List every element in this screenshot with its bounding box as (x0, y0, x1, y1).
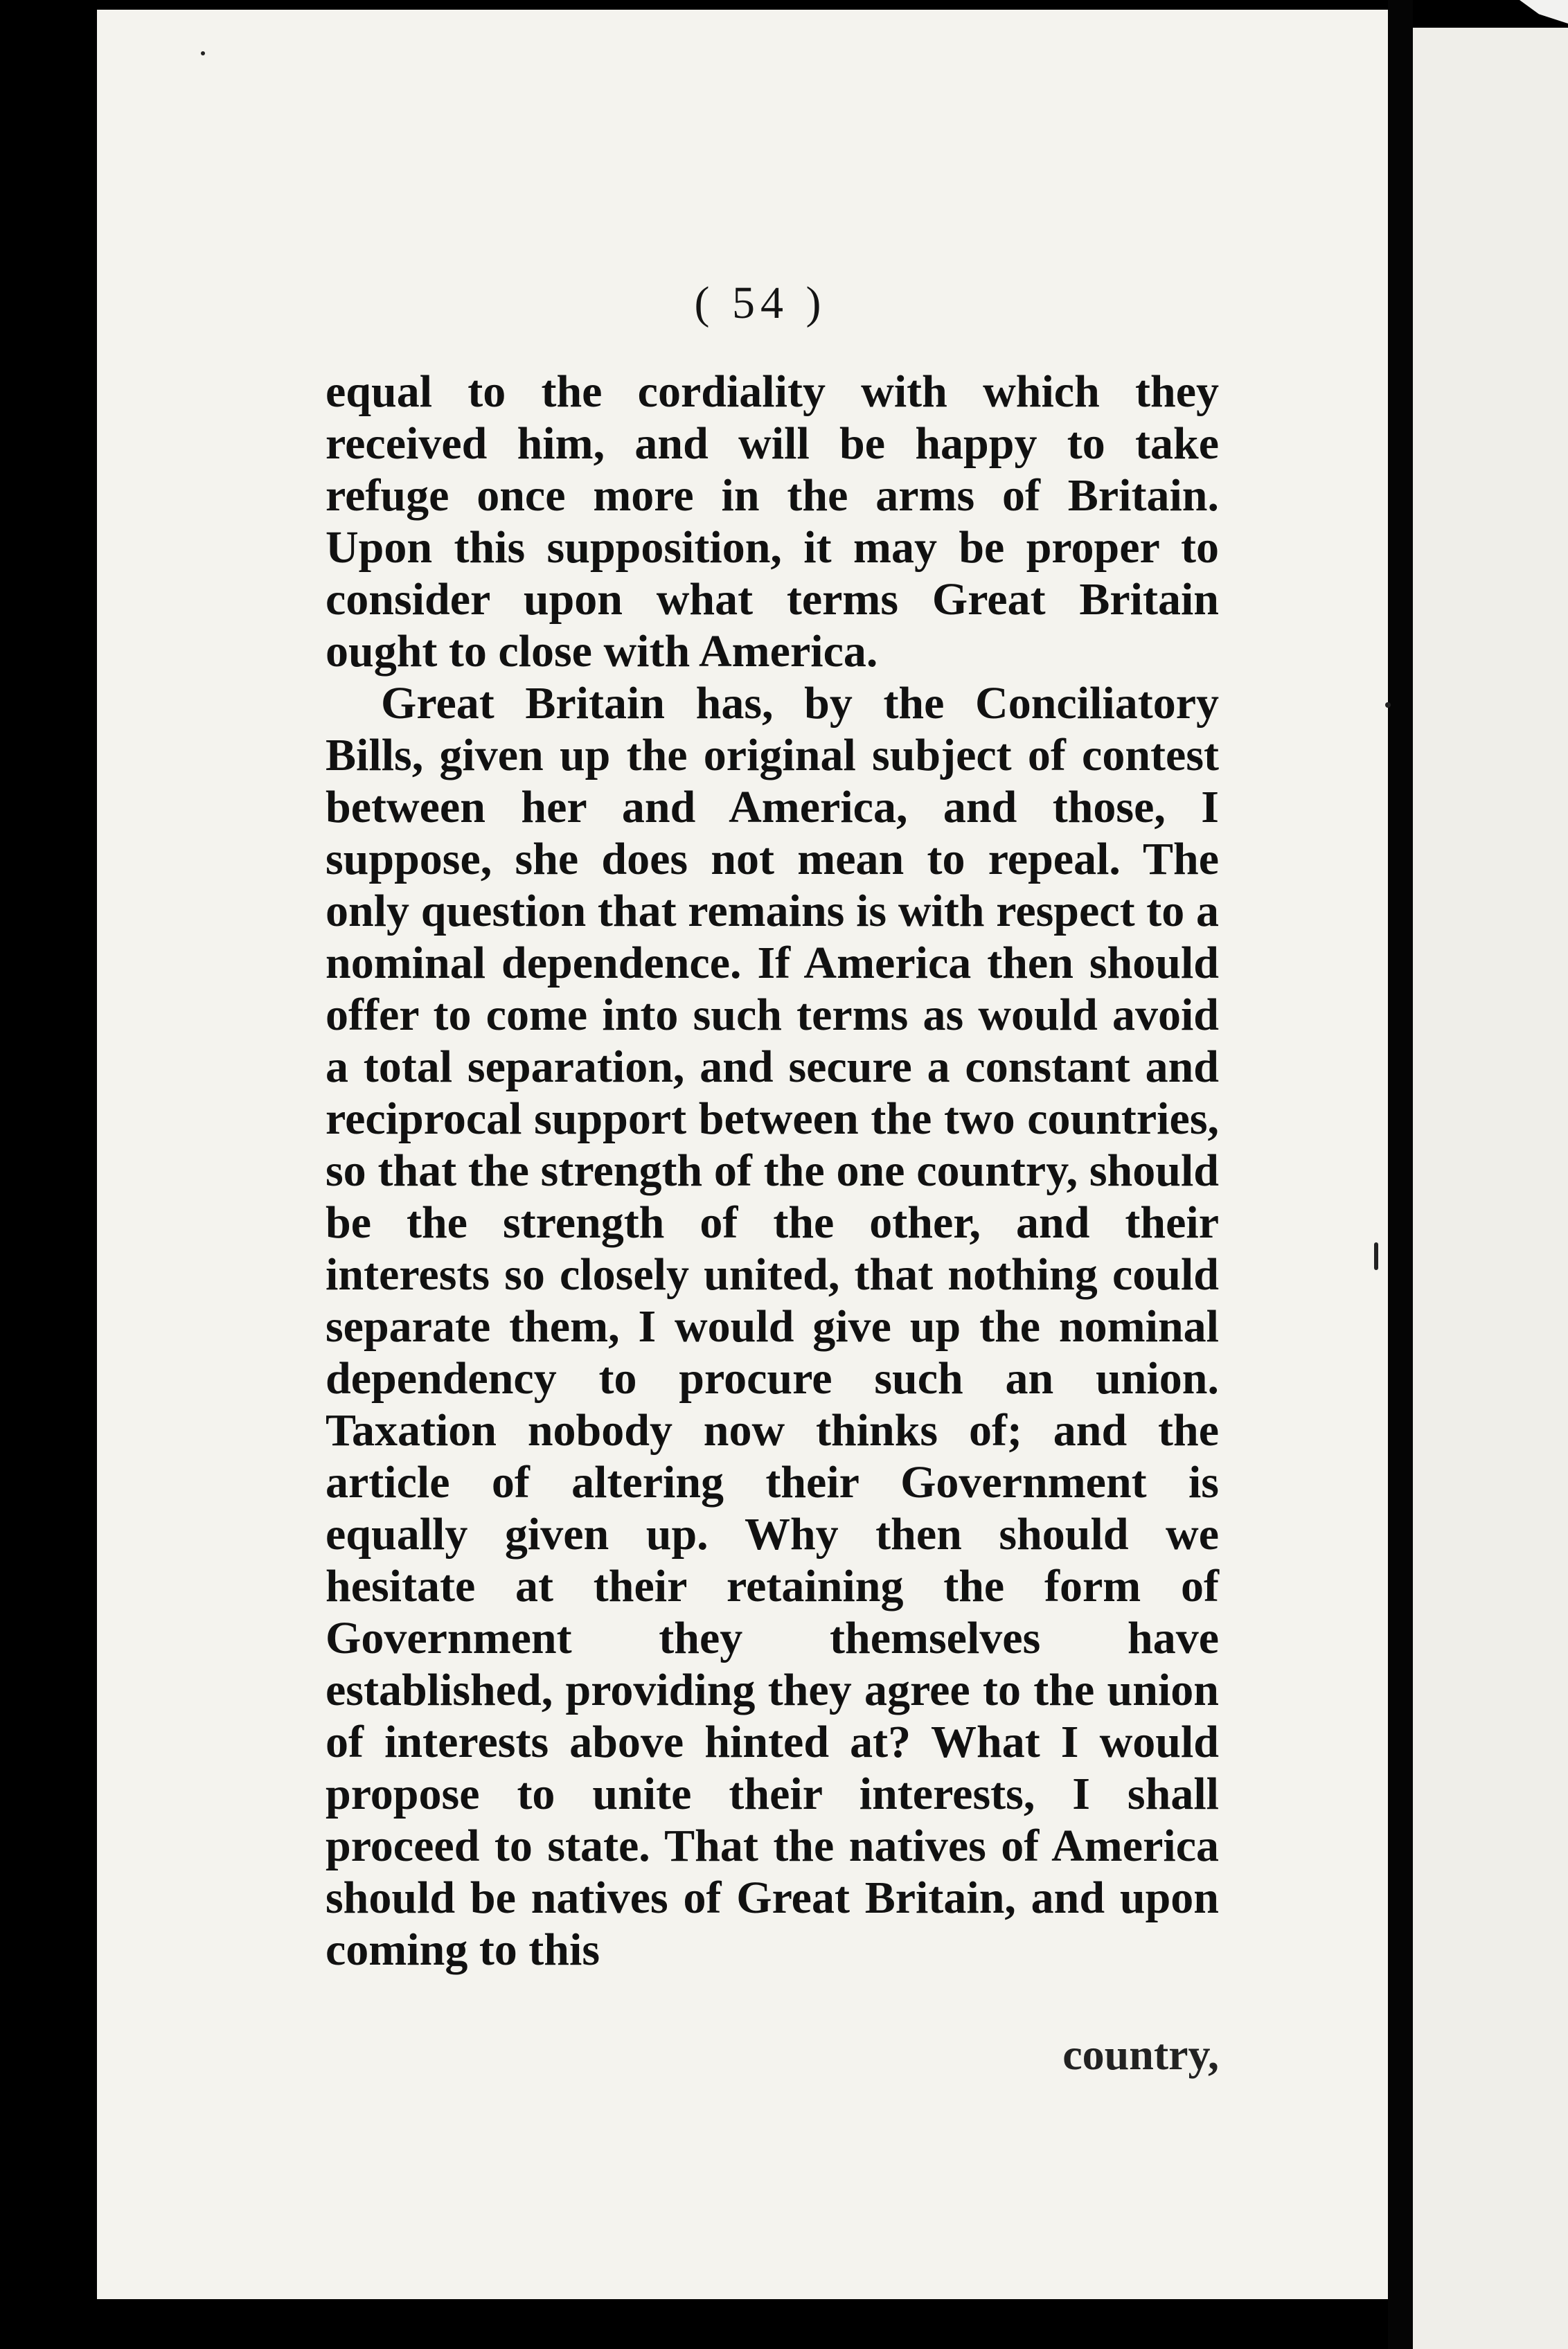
paragraph: equal to the cordiality with which they received him, and will be happy to take refuge once more in the arms of Britain. Upon this supposition, it may be proper to consider upon what terms Great Britain ought to close with America. (326, 366, 1219, 677)
corner-tear (1520, 0, 1568, 24)
book-gutter (1388, 0, 1413, 2349)
catchword: country, (1062, 2030, 1219, 2079)
facing-page-edge (1413, 28, 1568, 2349)
ink-speck (1385, 702, 1391, 708)
ink-speck (1374, 1242, 1378, 1270)
page-number: ( 54 ) (694, 278, 827, 328)
body-text (326, 366, 1219, 1976)
paragraph: Great Britain has, by the Conciliatory Bills, given up the original subject of contest between her and America, and those, I suppose, she does not mean to repeal. The only question that remains is with respect to a nominal dependence. If America then should offer to come into such terms as would avoid a total separation, and secure a constant and reciprocal support between the two countries, so that the strength of the one country, should be the strength of the other, and their interests so closely united, that nothing could separate them, I would give up the nominal dependency to procure such an union. Taxation nobody now thinks of; and the article of altering their Government is equally given up. Why then should we hesitate at their retaining the form of Government they themselves have established, providing they agree to the union of interests above hinted at? What I would propose to unite their interests, I shall proceed to state. That the natives of America should be natives of Great Britain, and upon coming to this (326, 678, 1219, 1975)
ink-speck (201, 51, 205, 55)
